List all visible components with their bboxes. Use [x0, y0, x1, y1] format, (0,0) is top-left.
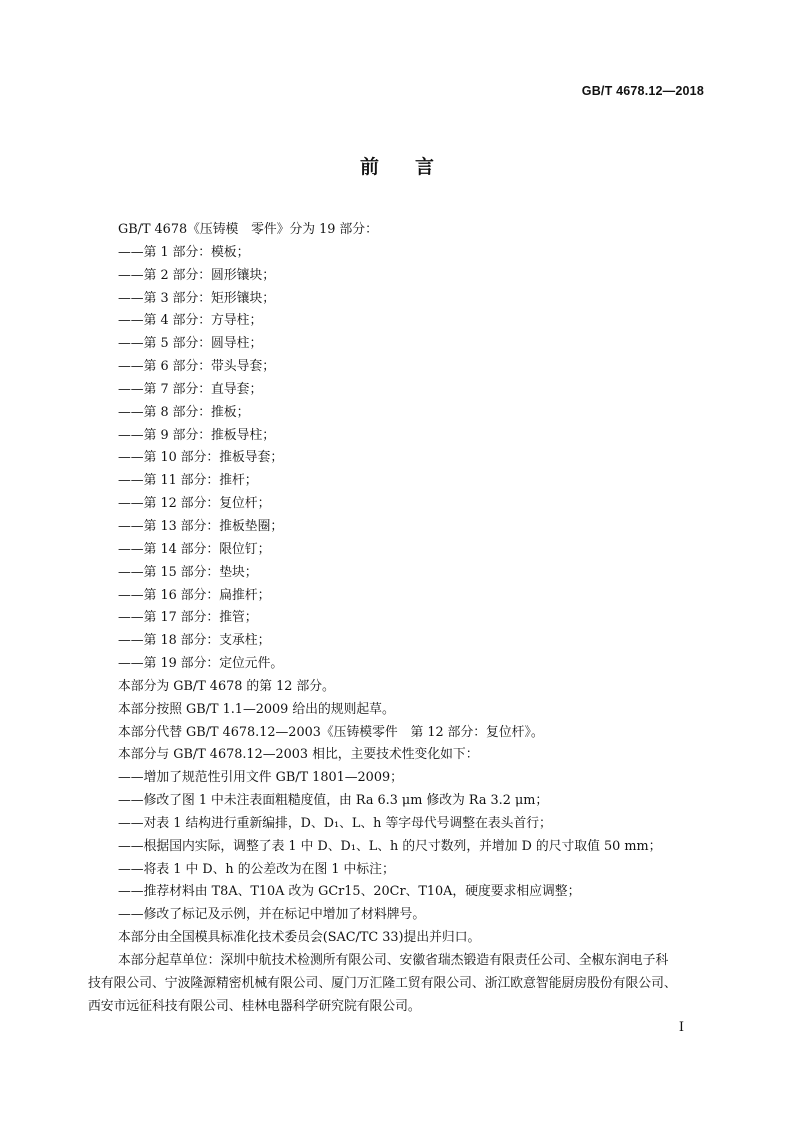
paragraph-line: 技有限公司、宁波隆源精密机械有限公司、厦门万汇隆工贸有限公司、浙江欧意智能厨房股份有限公司、 — [88, 975, 677, 991]
list-item: ——第 12 部分：复位杆； — [118, 496, 271, 512]
list-item: ——第 6 部分：带头导套； — [118, 359, 276, 375]
list-item: ——第 5 部分：圆导柱； — [118, 336, 263, 352]
list-item: ——第 9 部分：推板导柱； — [118, 427, 276, 443]
parts-list — [88, 242, 708, 676]
list-item: ——第 3 部分：矩形镶块； — [118, 290, 276, 306]
list-item: ——修改了标记及示例，并在标记中增加了材料牌号。 — [118, 907, 426, 923]
page-title: 前言 — [359, 156, 470, 178]
list-item: ——第 15 部分：垫块； — [118, 564, 258, 580]
proposer-line: 本部分由全国模具标准化技术委员会(SAC/TC 33)提出并归口。 — [118, 930, 481, 946]
statement-line: 本部分与 GB/T 4678.12—2003 相比，主要技术性变化如下： — [118, 747, 479, 763]
list-item: ——第 13 部分：推板垫圈； — [118, 518, 284, 534]
changes-list — [88, 767, 708, 927]
list-item: ——第 11 部分：推杆； — [118, 473, 258, 489]
statement-line: 本部分按照 GB/T 1.1—2009 给出的规则起草。 — [118, 701, 395, 717]
standard-code-header: GB/T 4678.12—2018 — [581, 84, 704, 98]
list-item: ——第 1 部分：模板； — [118, 244, 250, 260]
list-item: ——根据国内实际，调整了表 1 中 D、D₁、L、h 的尺寸数列，并增加 D 的尺寸取值 50 mm； — [118, 838, 662, 854]
list-item: ——第 14 部分：限位钉； — [118, 541, 271, 557]
paragraph-line: 西安市远征科技有限公司、桂林电器科学研究院有限公司。 — [88, 998, 421, 1014]
list-item: ——增加了规范性引用文件 GB/T 1801—2009； — [118, 770, 403, 786]
list-item: ——第 7 部分：直导套； — [118, 381, 263, 397]
list-item: ——对表 1 结构进行重新编排，D、D₁、L、h 等字母代号调整在表头首行； — [118, 815, 552, 831]
list-item: ——第 18 部分：支承柱； — [118, 633, 271, 649]
foreword-body — [88, 219, 708, 1019]
paragraph-line: 本部分起草单位：深圳中航技术检测所有限公司、安徽省瑞杰锻造有限责任公司、全椒东润电子科 — [118, 953, 669, 968]
statement-line: 本部分代替 GB/T 4678.12—2003《压铸模零件 第 12 部分：复位杆》。 — [118, 724, 544, 740]
list-item: ——第 19 部分：定位元件。 — [118, 656, 284, 672]
list-item: ——将表 1 中 D、h 的公差改为在图 1 中标注； — [118, 861, 395, 877]
statement-line: 本部分为 GB/T 4678 的第 12 部分。 — [118, 678, 335, 694]
intro-line: GB/T 4678《压铸模 零件》分为 19 部分： — [118, 222, 378, 237]
list-item: ——第 17 部分：推管； — [118, 610, 258, 626]
list-item: ——修改了图 1 中未注表面粗糙度值，由 Ra 6.3 μm 修改为 Ra 3.2 μm； — [118, 793, 549, 809]
list-item: ——第 10 部分：推板导套； — [118, 450, 284, 466]
list-item: ——推荐材料由 T8A、T10A 改为 GCr15、20Cr、T10A，硬度要求相应调整； — [118, 884, 581, 900]
page-number: I — [678, 1020, 684, 1035]
list-item: ——第 4 部分：方导柱； — [118, 313, 263, 329]
list-item: ——第 16 部分：扁推杆； — [118, 587, 271, 603]
drafters-paragraph — [88, 950, 708, 1019]
list-item: ——第 2 部分：圆形镶块； — [118, 267, 276, 283]
list-item: ——第 8 部分：推板； — [118, 404, 250, 420]
